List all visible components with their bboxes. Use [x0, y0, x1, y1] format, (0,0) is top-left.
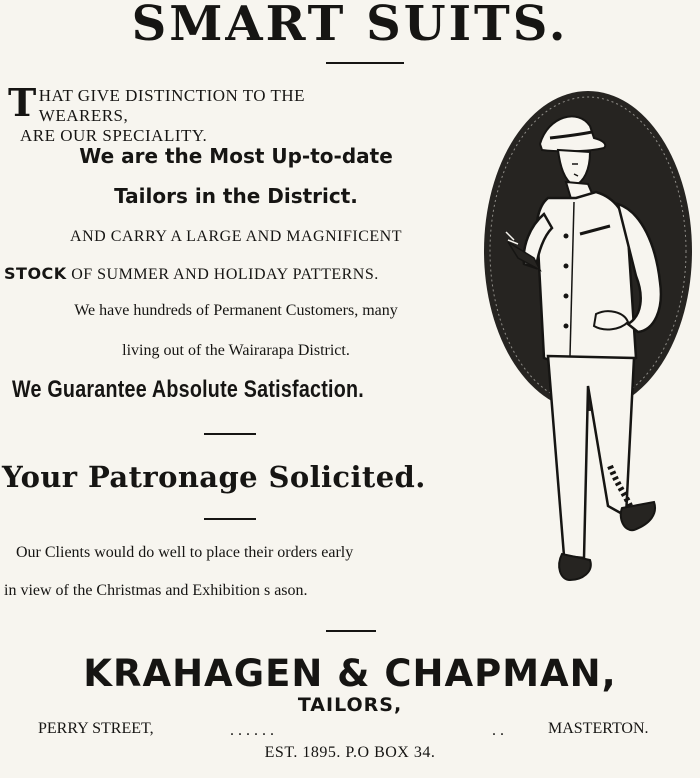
town-name: MASTERTON. [548, 720, 649, 737]
patronage-line: Your Patronage Solicited. [2, 460, 426, 494]
divider-rule [326, 62, 404, 64]
leader-dots: . . . . . . [230, 722, 274, 739]
claim-line-2: Tailors in the District. [114, 184, 358, 208]
trade-label: TAILORS, [297, 694, 403, 716]
tailored-suit-gentleman-illustration [478, 86, 700, 606]
divider-rule [204, 518, 256, 520]
leader-dots: . . [492, 722, 504, 739]
customers-line-1: We have hundreds of Permanent Customers, many [74, 302, 398, 319]
claim-line-1: We are the Most Up-to-date [79, 144, 393, 168]
customers-line-2: living out of the Wairarapa District. [122, 342, 350, 359]
note-line-1: Our Clients would do well to place their orders early [16, 544, 354, 561]
advert-headline: SMART SUITS. [131, 0, 569, 52]
stock-rest: OF SUMMER AND HOLIDAY PATTERNS. [66, 266, 379, 283]
note-line-2: in view of the Christmas and Exhibition s ason. [4, 582, 308, 599]
firm-name: KRAHAGEN & CHAPMAN, [83, 652, 617, 695]
stock-word: STOCK [4, 264, 67, 283]
stock-line-1: AND CARRY A LARGE AND MAGNIFICENT [70, 228, 402, 245]
divider-rule [326, 630, 376, 632]
intro-block [8, 80, 368, 146]
intro-line-2: ARE OUR SPECIALITY. [20, 126, 208, 145]
street-address: PERRY STREET, [38, 720, 154, 737]
suit-figure-icon [478, 86, 700, 606]
divider-rule [204, 433, 256, 435]
guarantee-line: We Guarantee Absolute Satisfaction. [12, 376, 364, 403]
stock-line-2 [4, 264, 379, 284]
established-po-box: EST. 1895. P.O BOX 34. [264, 744, 436, 761]
intro-line-1: HAT GIVE DISTINCTION TO THE WEARERS, [38, 86, 306, 125]
drop-cap: T [8, 80, 37, 125]
